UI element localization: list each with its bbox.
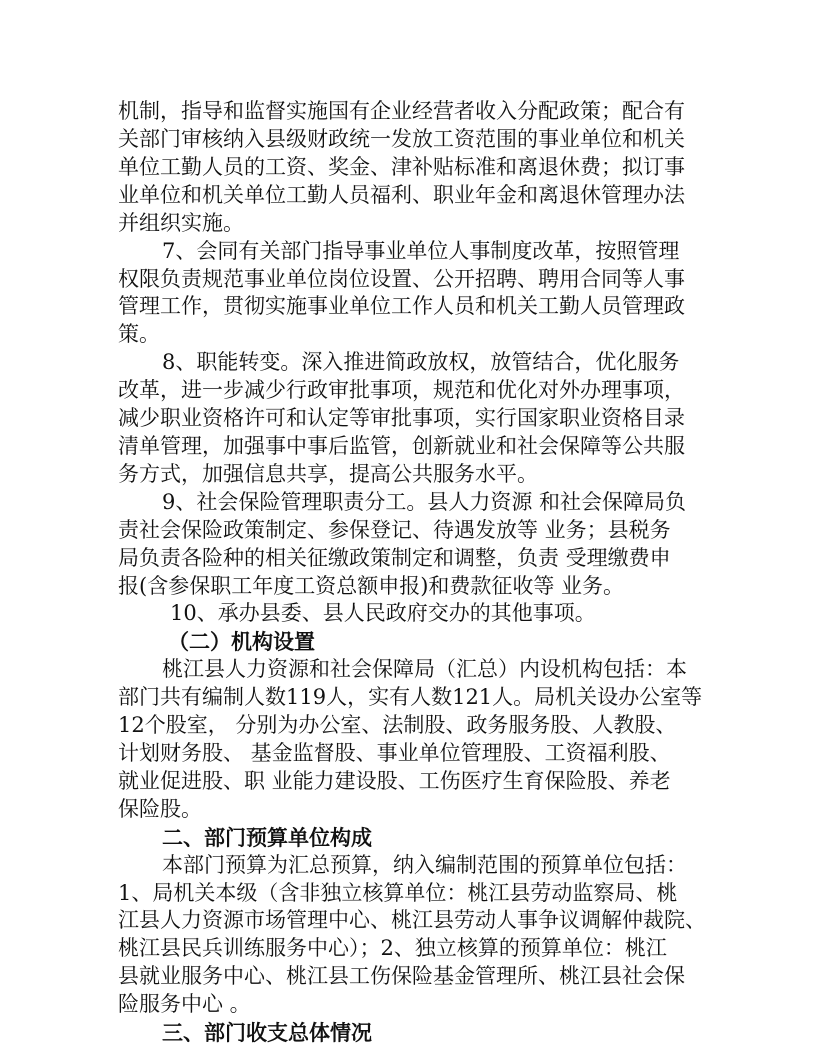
body-text-line: 本部门预算为汇总预算，纳入编制范围的预算单位包括： [162, 852, 687, 877]
body-text-line: 改革，进一步减少行政审批事项，规范和优化对外办理事项， [118, 378, 685, 403]
body-text-line: 清单管理，加强事中事后监管，创新就业和社会保障等公共服 [118, 433, 685, 458]
paragraph-item-9: 9、社会保险管理职责分工。县人力资源 和社会保障局负 [162, 489, 687, 514]
body-text-line: 保险股。 [118, 796, 202, 821]
body-text-line: 减少职业资格许可和认定等审批事项，实行国家职业资格目录 [118, 406, 685, 430]
body-text-line: 就业促进股、职 业能力建设股、工伤医疗生育保险股、养老 [118, 768, 671, 793]
body-text-line: 并组织实施。 [118, 210, 244, 235]
section-heading-org-structure: （二）机构设置 [168, 629, 315, 655]
body-text-line: 务方式，加强信息共享，提高公共服务水平。 [118, 461, 538, 486]
body-text-line: 江县人力资源市场管理中心、桃江县劳动人事争议调解仲裁院、 [118, 908, 706, 933]
body-text-line: 业单位和机关单位工勤人员福利、职业年金和离退休管理办法 [118, 182, 685, 207]
body-text-line: 关部门审核纳入县级财政统一发放工资范围的事业单位和机关 [118, 126, 685, 151]
body-text-line: 单位工勤人员的工资、奖金、津补贴标准和离退休费；拟订事 [118, 154, 685, 179]
body-text-line: 局负责各险种的相关征缴政策制定和调整，负责 受理缴费申 [118, 545, 671, 570]
body-text-line: 责社会保险政策制定、参保登记、待遇发放等 业务；县税务 [118, 517, 671, 542]
body-text-line: 计划财务股、 基金监督股、事业单位管理股、工资福利股、 [118, 740, 671, 765]
body-text-line: 桃江县人力资源和社会保障局（汇总）内设机构包括：本 [162, 657, 687, 682]
body-text-line: 管理工作，贯彻实施事业单位工作人员和机关工勤人员管理政 [118, 294, 685, 319]
section-heading-income-expense: 三、部门收支总体情况 [162, 1020, 372, 1045]
paragraph-item-7: 7、会同有关部门指导事业单位人事制度改革，按照管理 [162, 238, 680, 263]
paragraph-item-8: 8、职能转变。深入推进简政放权，放管结合，优化服务 [162, 350, 680, 375]
body-text-line: 县就业服务中心、桃江县工伤保险基金管理所、桃江县社会保 [118, 964, 685, 989]
section-heading-budget-units: 二、部门预算单位构成 [162, 824, 372, 850]
body-text-line: 险服务中心 。 [118, 992, 251, 1017]
body-text-line: 策。 [118, 322, 160, 347]
body-text-line: 1、局机关本级（含非独立核算单位：桃江县劳动监察局、桃 [118, 880, 678, 905]
body-text-line: 机制，指导和监督实施国有企业经营者收入分配政策；配合有 [118, 99, 685, 123]
body-text-line: 桃江县民兵训练服务中心）；2、独立核算的预算单位：桃江 [118, 936, 667, 961]
body-text-line: 部门共有编制人数119人，实有人数121人。局机关设办公室等 [118, 685, 703, 710]
body-text-line: 12个股室， 分别为办公室、法制股、政务服务股、人教股、 [118, 713, 677, 737]
body-text-line: 权限负责规范事业单位岗位设置、公开招聘、聘用合同等人事 [118, 266, 685, 291]
paragraph-item-10: 10、承办县委、县人民政府交办的其他事项。 [170, 601, 596, 626]
body-text-line: 报(含参保职工年度工资总额申报)和费款征收等 业务。 [118, 573, 625, 598]
